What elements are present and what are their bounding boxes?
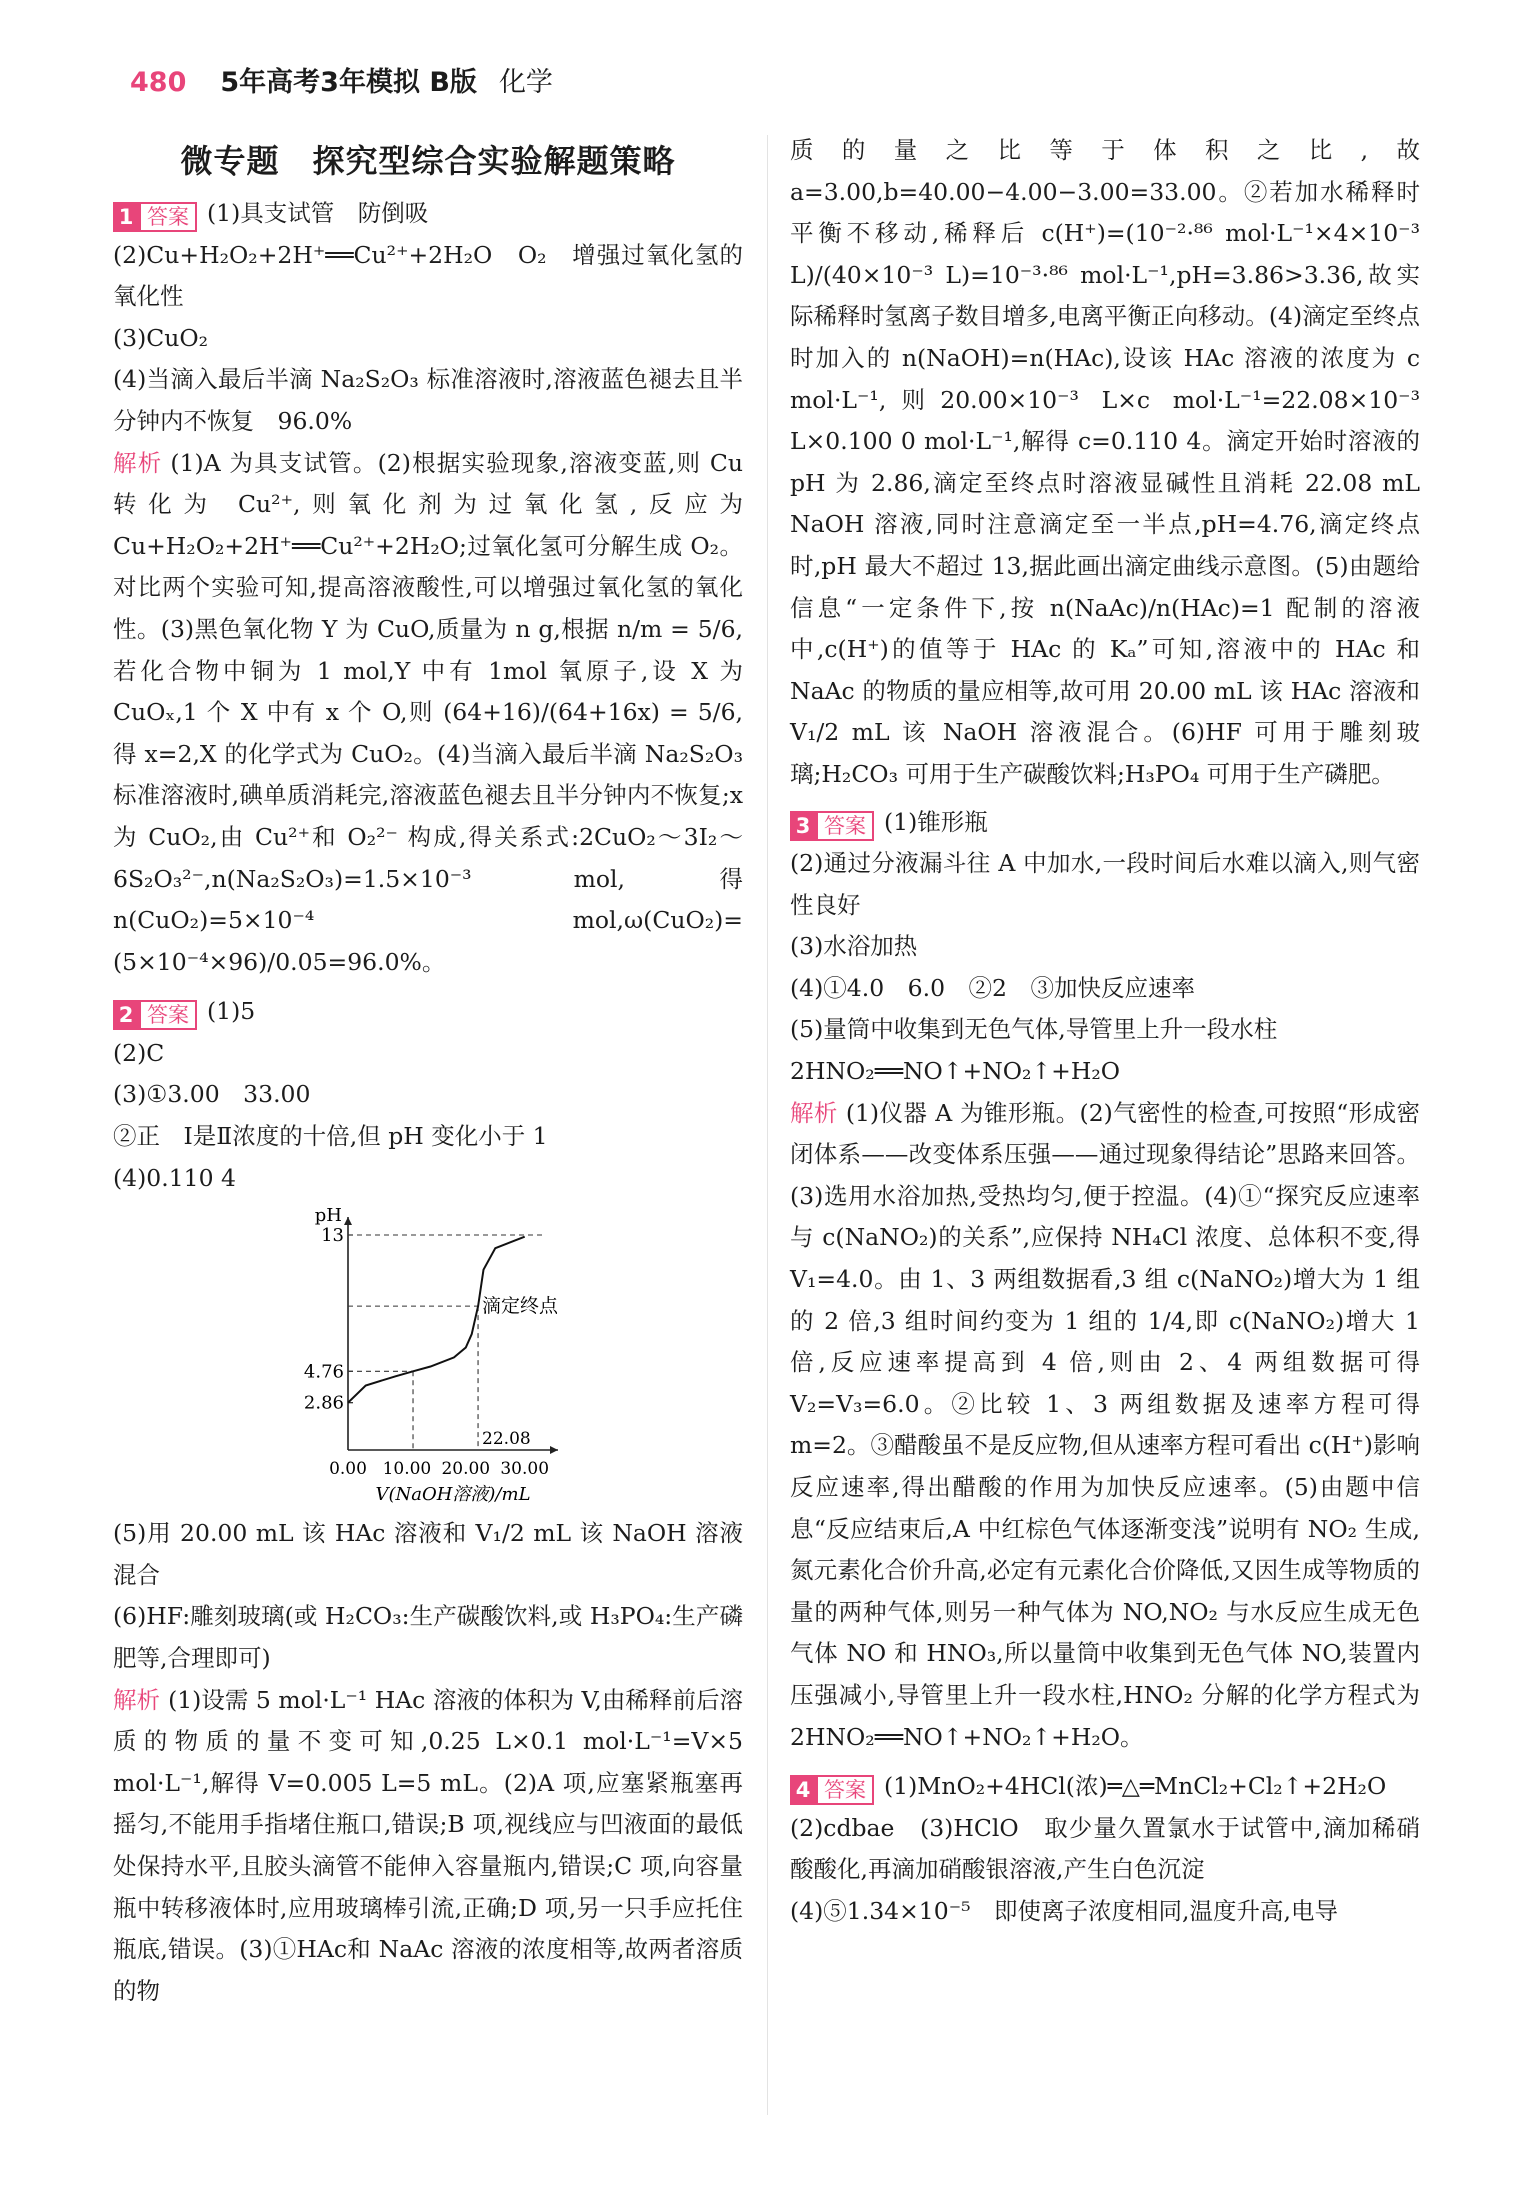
x-axis-arrow <box>550 1446 558 1454</box>
q3-answer-line: 3 答案 (1)锥形瓶 <box>790 802 1420 844</box>
analysis-label: 解析 <box>113 1685 161 1714</box>
q3-answer-line: (4)①4.0 6.0 ②2 ③加快反应速率 <box>790 973 1195 1002</box>
answer-tag: 3 答案 <box>790 811 874 841</box>
answer-tag: 4 答案 <box>790 1775 874 1805</box>
y-axis-arrow <box>344 1217 352 1225</box>
titration-curve-svg <box>273 1205 573 1505</box>
annotation-endpoint-volume: 22.08 <box>482 1429 531 1450</box>
q1-answer-line: (4)当滴入最后半滴 Na₂S₂O₃ 标准溶液时,溶液蓝色褪去且半分钟内不恢复 96.0% <box>113 365 743 435</box>
q2-answer-line: 2 答案 (1)5 <box>113 991 743 1033</box>
q1-answer-line: 1 答案 (1)具支试管 防倒吸 <box>113 193 743 235</box>
x-tick-label: 10.00 <box>382 1459 432 1480</box>
x-tick-label: 0.00 <box>329 1459 367 1480</box>
titration-curve <box>348 1237 525 1403</box>
q2-answer-line: ②正 Ⅰ是Ⅱ浓度的十倍,但 pH 变化小于 1 <box>113 1122 548 1151</box>
y-tick-label: 13 <box>321 1225 344 1247</box>
annotation-endpoint: 滴定终点 <box>482 1295 559 1318</box>
q3-answer-line: (2)通过分液漏斗往 A 中加水,一段时间后水难以滴入,则气密性良好 <box>790 849 1420 919</box>
page-number: 480 <box>130 67 187 98</box>
x-axis-label: V(NaOH溶液)/mL <box>375 1484 531 1506</box>
answer-tag: 1 答案 <box>113 202 197 232</box>
analysis-label: 解析 <box>113 448 163 477</box>
titration-chart <box>113 1205 743 1505</box>
q2-answer-line: (4)0.110 4 <box>113 1163 236 1192</box>
book-title: 5年高考3年模拟 B版 <box>220 67 477 98</box>
q2-analysis-continued: 质的量之比等于体积之比,故 a=3.00,b=40.00−4.00−3.00=33.00。②若加水稀释时平衡不移动,稀释后 c(H⁺)=(10⁻²·⁸⁶ mol·L⁻¹×4×10⁻³ L)/(40×10⁻³ L)=10⁻³·⁸⁶ mol·L⁻¹,pH=3.86>3.36,故实际稀释时氢离子数目增多,电离平衡正向移动。(4)滴定至终点时加入的 n(NaOH)=n(HAc),设该 HAc 溶液的浓度为 c mol·L⁻¹,则20.00×10⁻³ L×c mol·L⁻¹=22.08×10⁻³ L×0.100 0 mol·L⁻¹,解得 c=0.110 4。滴定开始时溶液的 pH 为 2.86,滴定至终点时溶液显碱性且消耗 22.08 mL NaOH 溶液,同时注意滴定至一半点,pH=4.76,滴定终点时,pH 最大不超过 13,据此画出滴定曲线示意图。(5)由题给信息“一定条件下,按 n(NaAc)/n(HAc)=1 配制的溶液中,c(H⁺)的值等于 HAc 的 Kₐ”可知,溶液中的 HAc 和 NaAc 的物质的量应相等,故可用 20.00 mL 该 HAc 溶液和 V₁/2 mL 该 NaOH 溶液混合。(6)HF 可用于雕刻玻璃;H₂CO₃ 可用于生产碳酸饮料;H₃PO₄ 可用于生产磷肥。 <box>790 136 1420 788</box>
section-title: 微专题 探究型综合实验解题策略 <box>180 142 676 180</box>
q4-answer-line: 4 答案 (1)MnO₂+4HCl(浓)═△═MnCl₂+Cl₂↑+2H₂O <box>790 1766 1420 1808</box>
q2-analysis: 解析 (1)设需 5 mol·L⁻¹ HAc 溶液的体积为 V,由稀释前后溶质的物质的量不变可知,0.25 L×0.1 mol·L⁻¹=V×5 mol·L⁻¹,解得 V=0.005 L=5 mL。(2)A 项,应塞紧瓶塞再摇匀,不能用手指堵住瓶口,错误;B 项,视线应与凹液面的最低处保持水平,且胶头滴管不能伸入容量瓶内,错误;C 项,向容量瓶中转移液体时,应用玻璃棒引流,正确;D 项,另一只手应托住瓶底,错误。(3)①HAc和 NaAc 溶液的浓度相等,故两者溶质的物 <box>113 1685 743 2005</box>
q3-answer-line: 2HNO₂══NO↑+NO₂↑+H₂O <box>790 1057 1121 1086</box>
left-column <box>113 135 743 2012</box>
q2-answer-line: (3)①3.00 33.00 <box>113 1080 311 1109</box>
x-tick-label: 20.00 <box>441 1459 491 1480</box>
answer-tag: 2 答案 <box>113 1000 197 1030</box>
page-header <box>130 60 553 104</box>
q2-answer-line: (2)C <box>113 1038 165 1067</box>
column-divider <box>767 135 768 2115</box>
y-tick-label: 2.86 <box>303 1392 344 1414</box>
y-tick-label: 4.76 <box>303 1361 344 1383</box>
q3-answer-line: (5)量筒中收集到无色气体,导管里上升一段水柱 <box>790 1015 1278 1044</box>
analysis-label: 解析 <box>790 1098 838 1127</box>
q2-answer-line: (5)用 20.00 mL 该 HAc 溶液和 V₁/2 mL 该 NaOH 溶液混合 <box>113 1519 743 1589</box>
q4-answer-line: (4)⑤1.34×10⁻⁵ 即使离子浓度相同,温度升高,电导 <box>790 1896 1338 1925</box>
q1-analysis: 解析 (1)A 为具支试管。(2)根据实验现象,溶液变蓝,则 Cu 转化为 Cu²⁺,则氧化剂为过氧化氢,反应为 Cu+H₂O₂+2H⁺══Cu²⁺+2H₂O;过氧化氢可分解生成 O₂。对比两个实验可知,提高溶液酸性,可以增强过氧化氢的氧化性。(3)黑色氧化物 Y 为 CuO,质量为 n g,根据 n/m = 5/6,若化合物中铜为 1 mol,Y 中有 1mol 氧原子,设 X 为 CuOₓ,1 个 X 中有 x 个 O,则 (64+16)/(64+16x) = 5/6,得 x=2,X 的化学式为 CuO₂。(4)当滴入最后半滴 Na₂S₂O₃ 标准溶液时,碘单质消耗完,溶液蓝色褪去且半分钟内不恢复;x 为 CuO₂,由 Cu²⁺和 O₂²⁻ 构成,得关系式:2CuO₂～3I₂～6S₂O₃²⁻,n(Na₂S₂O₃)=1.5×10⁻³ mol,得 n(CuO₂)=5×10⁻⁴ mol,ω(CuO₂)=(5×10⁻⁴×96)/0.05=96.0%。 <box>113 448 744 976</box>
y-axis-label: pH <box>314 1205 342 1227</box>
q3-analysis: 解析 (1)仪器 A 为锥形瓶。(2)气密性的检查,可按照“形成密闭体系——改变体系压强——通过现象得结论”思路来回答。(3)选用水浴加热,受热均匀,便于控温。(4)①“探究反应速率与 c(NaNO₂)的关系”,应保持 NH₄Cl 浓度、总体积不变,得 V₁=4.0。由 1、3 两组数据看,3 组 c(NaNO₂)增大为 1 组的 2 倍,3 组时间约变为 1 组的 1/4,即 c(NaNO₂)增大 1 倍,反应速率提高到 4 倍,则由 2、4 两组数据可得 V₂=V₃=6.0。②比较 1、3 两组数据及速率方程可得 m=2。③醋酸虽不是反应物,但从速率方程可看出 c(H⁺)影响反应速率,得出醋酸的作用为加快反应速率。(5)由题中信息“反应结束后,A 中红棕色气体逐渐变浅”说明有 NO₂ 生成,氮元素化合价升高,必定有元素化合价降低,又因生成等物质的量的两种气体,则另一种气体为 NO,NO₂ 与水反应生成无色气体 NO 和 HNO₃,所以量筒中收集到无色气体 NO,装置内压强减小,导管里上升一段水柱,HNO₂ 分解的化学方程式为 2HNO₂══NO↑+NO₂↑+H₂O。 <box>790 1098 1420 1751</box>
book-subject: 化学 <box>498 67 553 98</box>
x-tick-label: 30.00 <box>500 1459 550 1480</box>
q4-answer-line: (2)cdbae (3)HClO 取少量久置氯水于试管中,滴加稀硝酸酸化,再滴加硝酸银溶液,产生白色沉淀 <box>790 1813 1420 1884</box>
q1-answer-line: (2)Cu+H₂O₂+2H⁺══Cu²⁺+2H₂O O₂ 增强过氧化氢的氧化性 <box>113 240 743 311</box>
right-column <box>790 130 1420 1933</box>
q2-answer-line: (6)HF:雕刻玻璃(或 H₂CO₃:生产碳酸饮料,或 H₃PO₄:生产磷肥等,合理即可) <box>113 1602 743 1673</box>
q1-answer-line: (3)CuO₂ <box>113 323 209 352</box>
q3-answer-line: (3)水浴加热 <box>790 932 918 961</box>
